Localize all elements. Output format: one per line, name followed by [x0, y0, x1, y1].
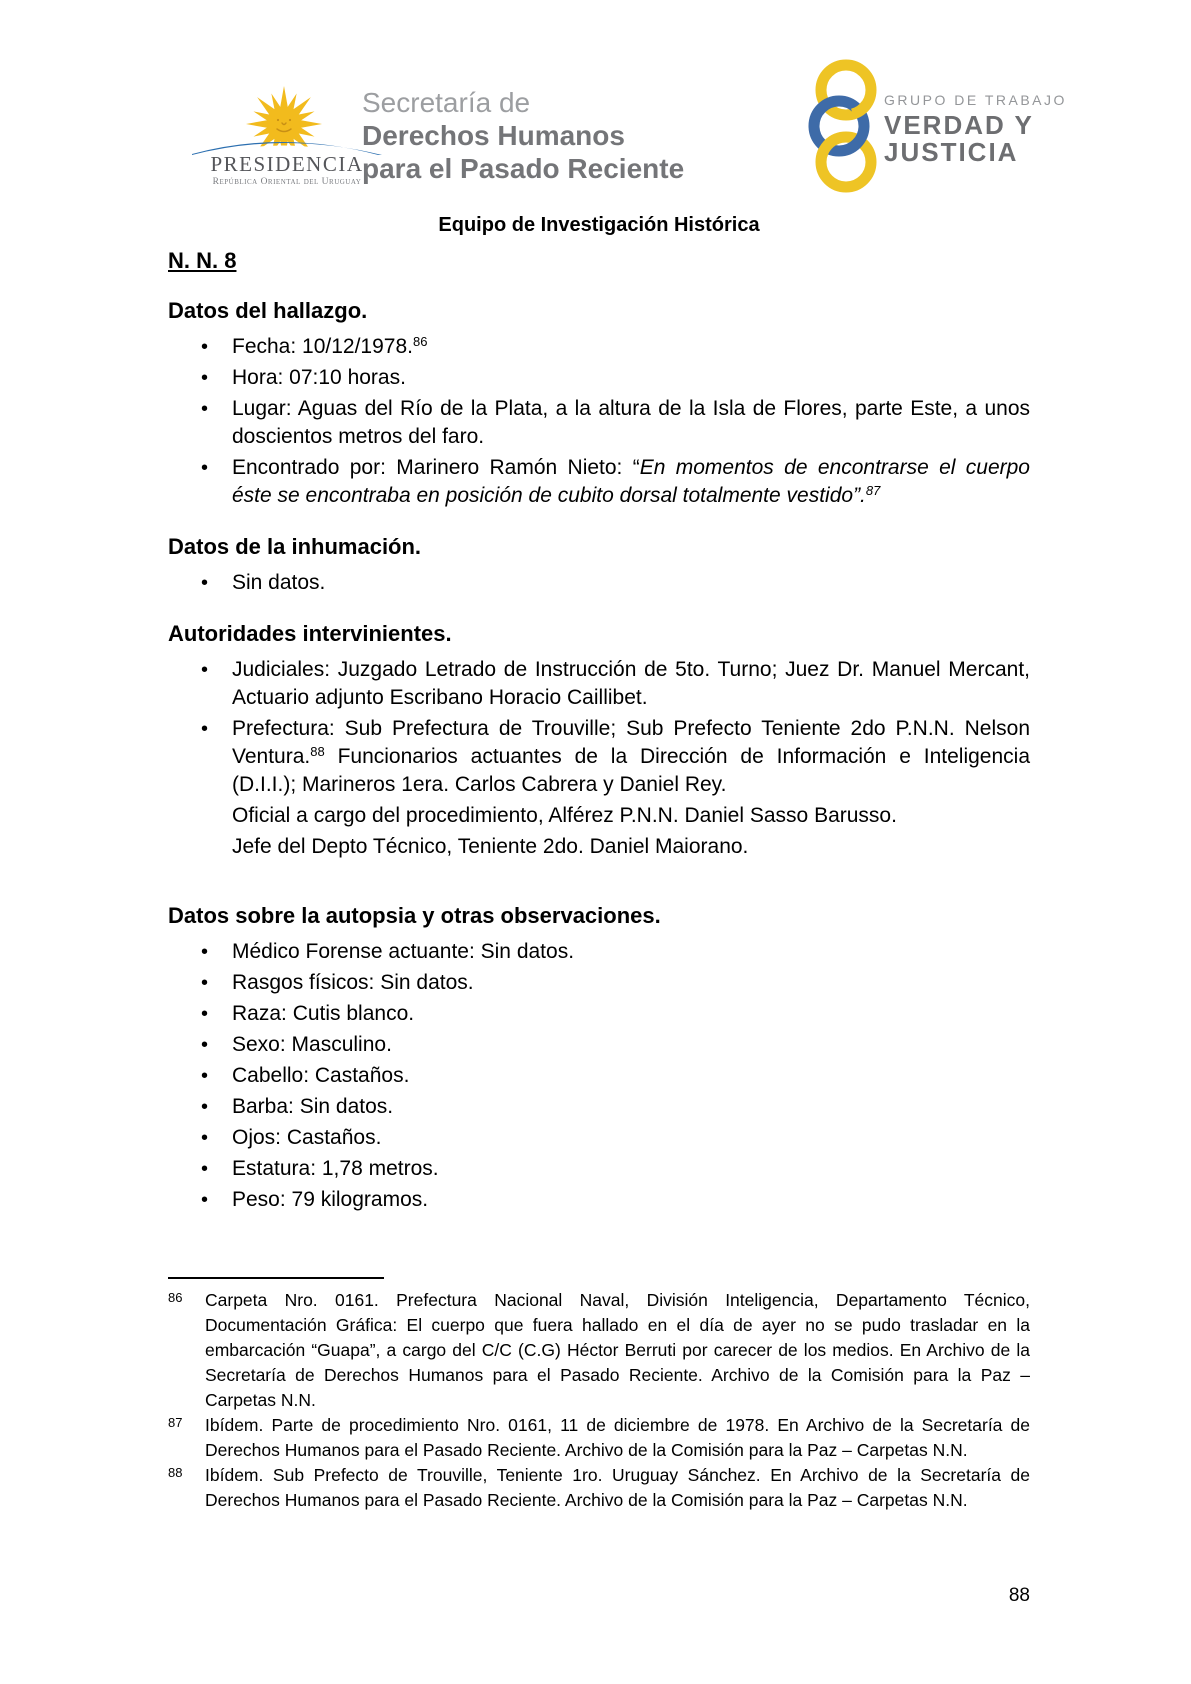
footnotes-block [168, 1277, 1030, 1513]
continuation-line-jefe: Jefe del Depto Técnico, Teniente 2do. Daniel Maiorano. [232, 835, 749, 858]
footnote-88-number: 88 [168, 1465, 183, 1480]
lugar-text: Lugar: Aguas del Río de la Plata, a la altura de la Isla de Flores, parte Este, a unos doscientos metros del faro. [232, 397, 1030, 448]
org-name-line2: Derechos Humanos [362, 120, 625, 151]
bullet-item-fecha [168, 333, 1030, 361]
encontrado-quote: En momentos de encontrarse el cuerpo éste se encontraba en posición de cubito dorsal totalmente vestido [232, 456, 1030, 507]
team-header: Equipo de Investigación Histórica [438, 214, 760, 236]
bullet-item-encontrado [168, 454, 1030, 510]
org-name-line3: para el Pasado Reciente [362, 153, 685, 184]
bullet-item-ojos [168, 1124, 1030, 1152]
bullet-item-rasgos [168, 969, 1030, 997]
footnote-ref-87: 87 [865, 483, 881, 498]
estatura-text: Estatura: 1,78 metros. [232, 1157, 439, 1180]
section-heading-inhumacion: Datos de la inhumación. [168, 534, 422, 559]
raza-text: Raza: Cutis blanco. [232, 1002, 415, 1025]
presidencia-title: PRESIDENCIA [210, 152, 364, 176]
interlocked-rings-icon [806, 58, 878, 194]
barba-text: Barba: Sin datos. [232, 1095, 394, 1118]
gtvj-title-line1: VERDAD Y [884, 110, 1034, 140]
sin-datos-text: Sin datos. [232, 571, 326, 594]
org-name [362, 86, 684, 185]
page-number: 88 [1008, 1585, 1030, 1606]
footnote-86 [168, 1288, 1030, 1413]
hora-text: Hora: 07:10 horas. [232, 366, 406, 389]
footnote-86-text: Carpeta Nro. 0161. Prefectura Nacional Naval, División Inteligencia, Departamento Técnico, Documentación Gráfica: El cuerpo que fuera hallado en el día de ayer no se pudo trasladar en la embarcación “Guapa”, a cargo del C/C (C.G) Héctor Berruti por carecer de los medios. En Archivo de la Secretaría de Derechos Humanos para el Pasado Reciente. Archivo de la Comisión para la Paz – Carpetas N.N. [205, 1290, 1030, 1410]
judiciales-text: Judiciales: Juzgado Letrado de Instrucción de 5to. Turno; Juez Dr. Manuel Mercant, Actuario adjunto Escribano Horacio Caillibet. [232, 658, 1030, 709]
continuation-line-oficial: Oficial a cargo del procedimiento, Alférez P.N.N. Daniel Sasso Barusso. [232, 804, 897, 827]
peso-text: Peso: 79 kilogramos. [232, 1188, 429, 1211]
footnote-88-text: Ibídem. Sub Prefecto de Trouville, Teniente 1ro. Uruguay Sánchez. En Archivo de la Secretaría de Derechos Humanos para el Pasado Reciente. Archivo de la Comisión para la Paz – Carpetas N.N. [205, 1465, 1030, 1510]
footnote-87-text: Ibídem. Parte de procedimiento Nro. 0161, 11 de diciembre de 1978. En Archivo de la Secretaría de Derechos Humanos para el Pasado Reciente. Archivo de la Comisión para la Paz – Carpetas N.N. [205, 1415, 1030, 1460]
prefectura-part1: Prefectura: Sub Prefectura de Trouville; Sub Prefecto Teniente 2do P.N.N. Nelson Ventura. [232, 717, 1030, 768]
section-heading-hallazgo: Datos del hallazgo. [168, 298, 368, 323]
rasgos-text: Rasgos físicos: Sin datos. [232, 971, 474, 994]
bullet-item-estatura [168, 1155, 1030, 1183]
gtvj-title-line2: JUSTICIA [884, 137, 1019, 167]
section-heading-autopsia: Datos sobre la autopsia y otras observaciones. [168, 903, 661, 928]
presidencia-subtitle: República Oriental del Uruguay [212, 177, 362, 187]
footnote-86-number: 86 [168, 1290, 183, 1305]
autopsia-list [168, 938, 1030, 1214]
cabello-text: Cabello: Castaños. [232, 1064, 410, 1087]
bullet-item-prefectura [168, 715, 1030, 799]
document-body [168, 212, 1030, 1217]
bullet-item-sexo [168, 1031, 1030, 1059]
footnote-ref-86: 86 [412, 334, 428, 349]
bullet-item-sin-datos [168, 569, 1030, 597]
prefectura-part2: Funcionarios actuantes de la Dirección de Información e Inteligencia (D.I.I.); Marineros 1era. Carlos Cabrera y Daniel Rey. [232, 745, 1030, 796]
bullet-item-judiciales [168, 656, 1030, 712]
verdad-justicia-logo [806, 58, 1067, 194]
presidencia-logo [192, 60, 382, 192]
bullet-item-raza [168, 1000, 1030, 1028]
gtvj-kicker: GRUPO DE TRABAJO [884, 92, 1067, 108]
bullet-item-lugar [168, 395, 1030, 451]
inhumacion-list [168, 569, 1030, 597]
autoridades-list [168, 656, 1030, 799]
footnote-ref-88: 88 [310, 744, 325, 759]
section-heading-autoridades: Autoridades intervinientes. [168, 621, 452, 646]
bullet-item-medico [168, 938, 1030, 966]
hallazgo-list [168, 333, 1030, 510]
encontrado-prefix: Encontrado por: Marinero Ramón Nieto: “ [232, 456, 640, 479]
bullet-item-barba [168, 1093, 1030, 1121]
sexo-text: Sexo: Masculino. [232, 1033, 392, 1056]
footnote-88 [168, 1463, 1030, 1513]
footnote-separator [168, 1277, 384, 1279]
encontrado-suffix: ”. [853, 484, 866, 507]
case-title [168, 248, 1030, 274]
ojos-text: Ojos: Castaños. [232, 1126, 382, 1149]
fecha-text: Fecha: 10/12/1978. [232, 335, 413, 358]
bullet-item-hora [168, 364, 1030, 392]
case-title-text: N. N. 8 [168, 248, 237, 273]
bullet-item-peso [168, 1186, 1030, 1214]
footnote-87 [168, 1413, 1030, 1463]
org-name-line1: Secretaría de [362, 87, 531, 118]
footnote-87-number: 87 [168, 1415, 183, 1430]
verdad-justicia-text [884, 92, 1124, 166]
sun-horizon-icon [192, 60, 382, 155]
bullet-item-cabello [168, 1062, 1030, 1090]
medico-text: Médico Forense actuante: Sin datos. [232, 940, 575, 963]
